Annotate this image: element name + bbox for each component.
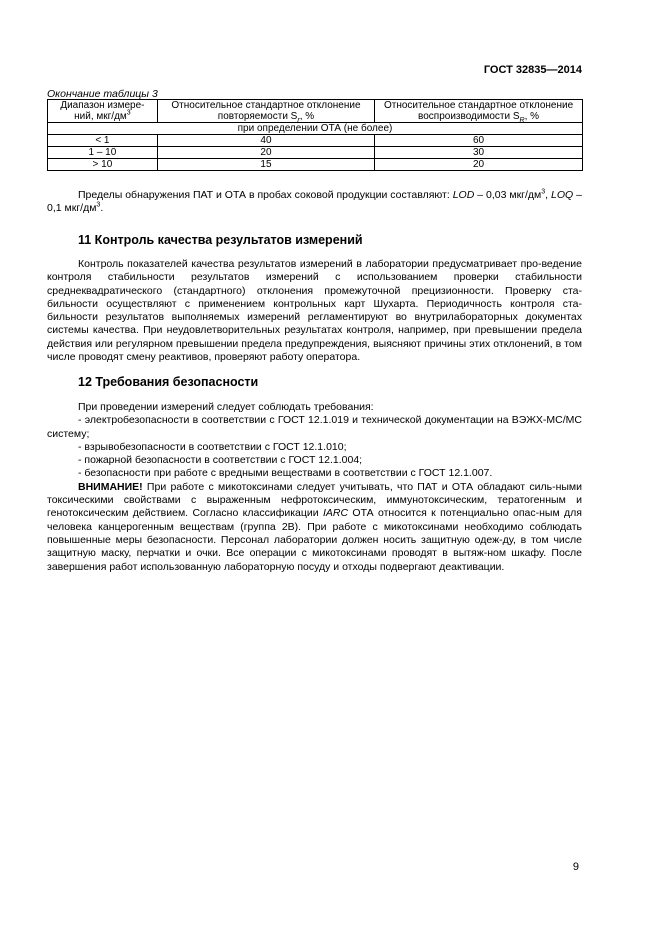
header-repeatability: Относительное стандартное отклонение повторяемости $S_r$, % [157, 100, 374, 123]
section-11-heading: 11 Контроль качества результатов измерений [78, 233, 363, 247]
table-group-row [48, 123, 583, 135]
table-caption: Окончание таблицы 3 [47, 88, 158, 100]
section-11-text: Контроль показателей качества результатов измерений в лаборатории предусматривает про-ведение контроля стабильности результатов измерений с использованием проверки стабильности среднеквадратического (стандартного) отклонения промежуточной прецизионности. Проверку ста-бильности осуществляют с применением контрольных карт Шухарта. Периодичность контроля ста-бильности результатов выполняемых измерений регламентируют во внутрилабораторных документах системы качества. При неудовлетворительных результатах контроля, например, при превышении предела действия или регулярном превышении предела предупреждения, выясняют причины этих отклонений, в том числе проводят смену реактивов, проверяют работу оператора. [47, 258, 582, 364]
cell-repeatability: 15 [157, 159, 374, 171]
document-code: ГОСТ 32835—2014 [483, 64, 582, 76]
table-header-row [48, 100, 583, 123]
table-row [48, 159, 583, 171]
list-item: - взрывобезопасности в соответствии с ГОСТ 12.1.010; [78, 440, 347, 453]
page-number: 9 [572, 861, 579, 873]
cell-repeatability: 40 [157, 135, 374, 147]
section-12-heading: 12 Требования безопасности [78, 375, 259, 389]
cell-reproducibility: 20 [375, 159, 583, 171]
group-label: при определении ОТА (не более) [48, 123, 583, 135]
list-item: - пожарной безопасности в соответствии с ГОСТ 12.1.004; [78, 454, 363, 467]
list-item: - безопасности при работе с вредными веществами в соответствии с ГОСТ 12.1.007. [78, 467, 493, 480]
cell-range: < 1 [48, 135, 158, 147]
warning-paragraph: ВНИМАНИЕ! При работе с микотоксинами следует учитывать, что ПАТ и ОТА обладают силь-ными токсическими свойствами с выраженным нефротоксическим, иммунотоксическим, тератогенным и генотоксическим действием. Согласно классификации IARC ОТА относится к потенциально опас-ным для человека канцерогенным веществам (группа 2В). При работе с микотоксинами необходимо соблюдать повышенные меры безопасности. Персонал лаборатории должен носить защитную одеж-ду, в том числе защитную маску, перчатки и очки. Все операции с микотоксинами проводят в вытяж-ном шкафу. После завершения работ использованную лабораторную посуду и отходы подвергают деактивации. [47, 480, 582, 573]
cell-reproducibility: 60 [375, 135, 583, 147]
requirements-intro: При проведении измерений следует соблюдать требования: [78, 401, 374, 413]
cell-range: 1 – 10 [48, 147, 158, 159]
table-3 [47, 99, 583, 171]
table-row [48, 135, 583, 147]
header-range: Диапазон измере- ний, мкг/$дм^3$ [48, 100, 158, 123]
cell-range: > 10 [48, 159, 158, 171]
table-row [48, 147, 583, 159]
list-item: - электробезопасности в соответствии с ГОСТ 12.1.019 и технической документации на ВЭЖХ-МС/МС систему; [47, 414, 582, 440]
detection-limits-paragraph: Пределы обнаружения ПАТ и ОТА в пробах соковой продукции составляют: LOD – 0,03 мкг/$дм^3$, LOQ – 0,1 мкг/$дм^3$. [47, 188, 582, 215]
cell-repeatability: 20 [157, 147, 374, 159]
section-12-text [47, 401, 582, 574]
cell-reproducibility: 30 [375, 147, 583, 159]
header-reproducibility: Относительное стандартное отклонение воспроизводимости $S_R$, % [375, 100, 583, 123]
